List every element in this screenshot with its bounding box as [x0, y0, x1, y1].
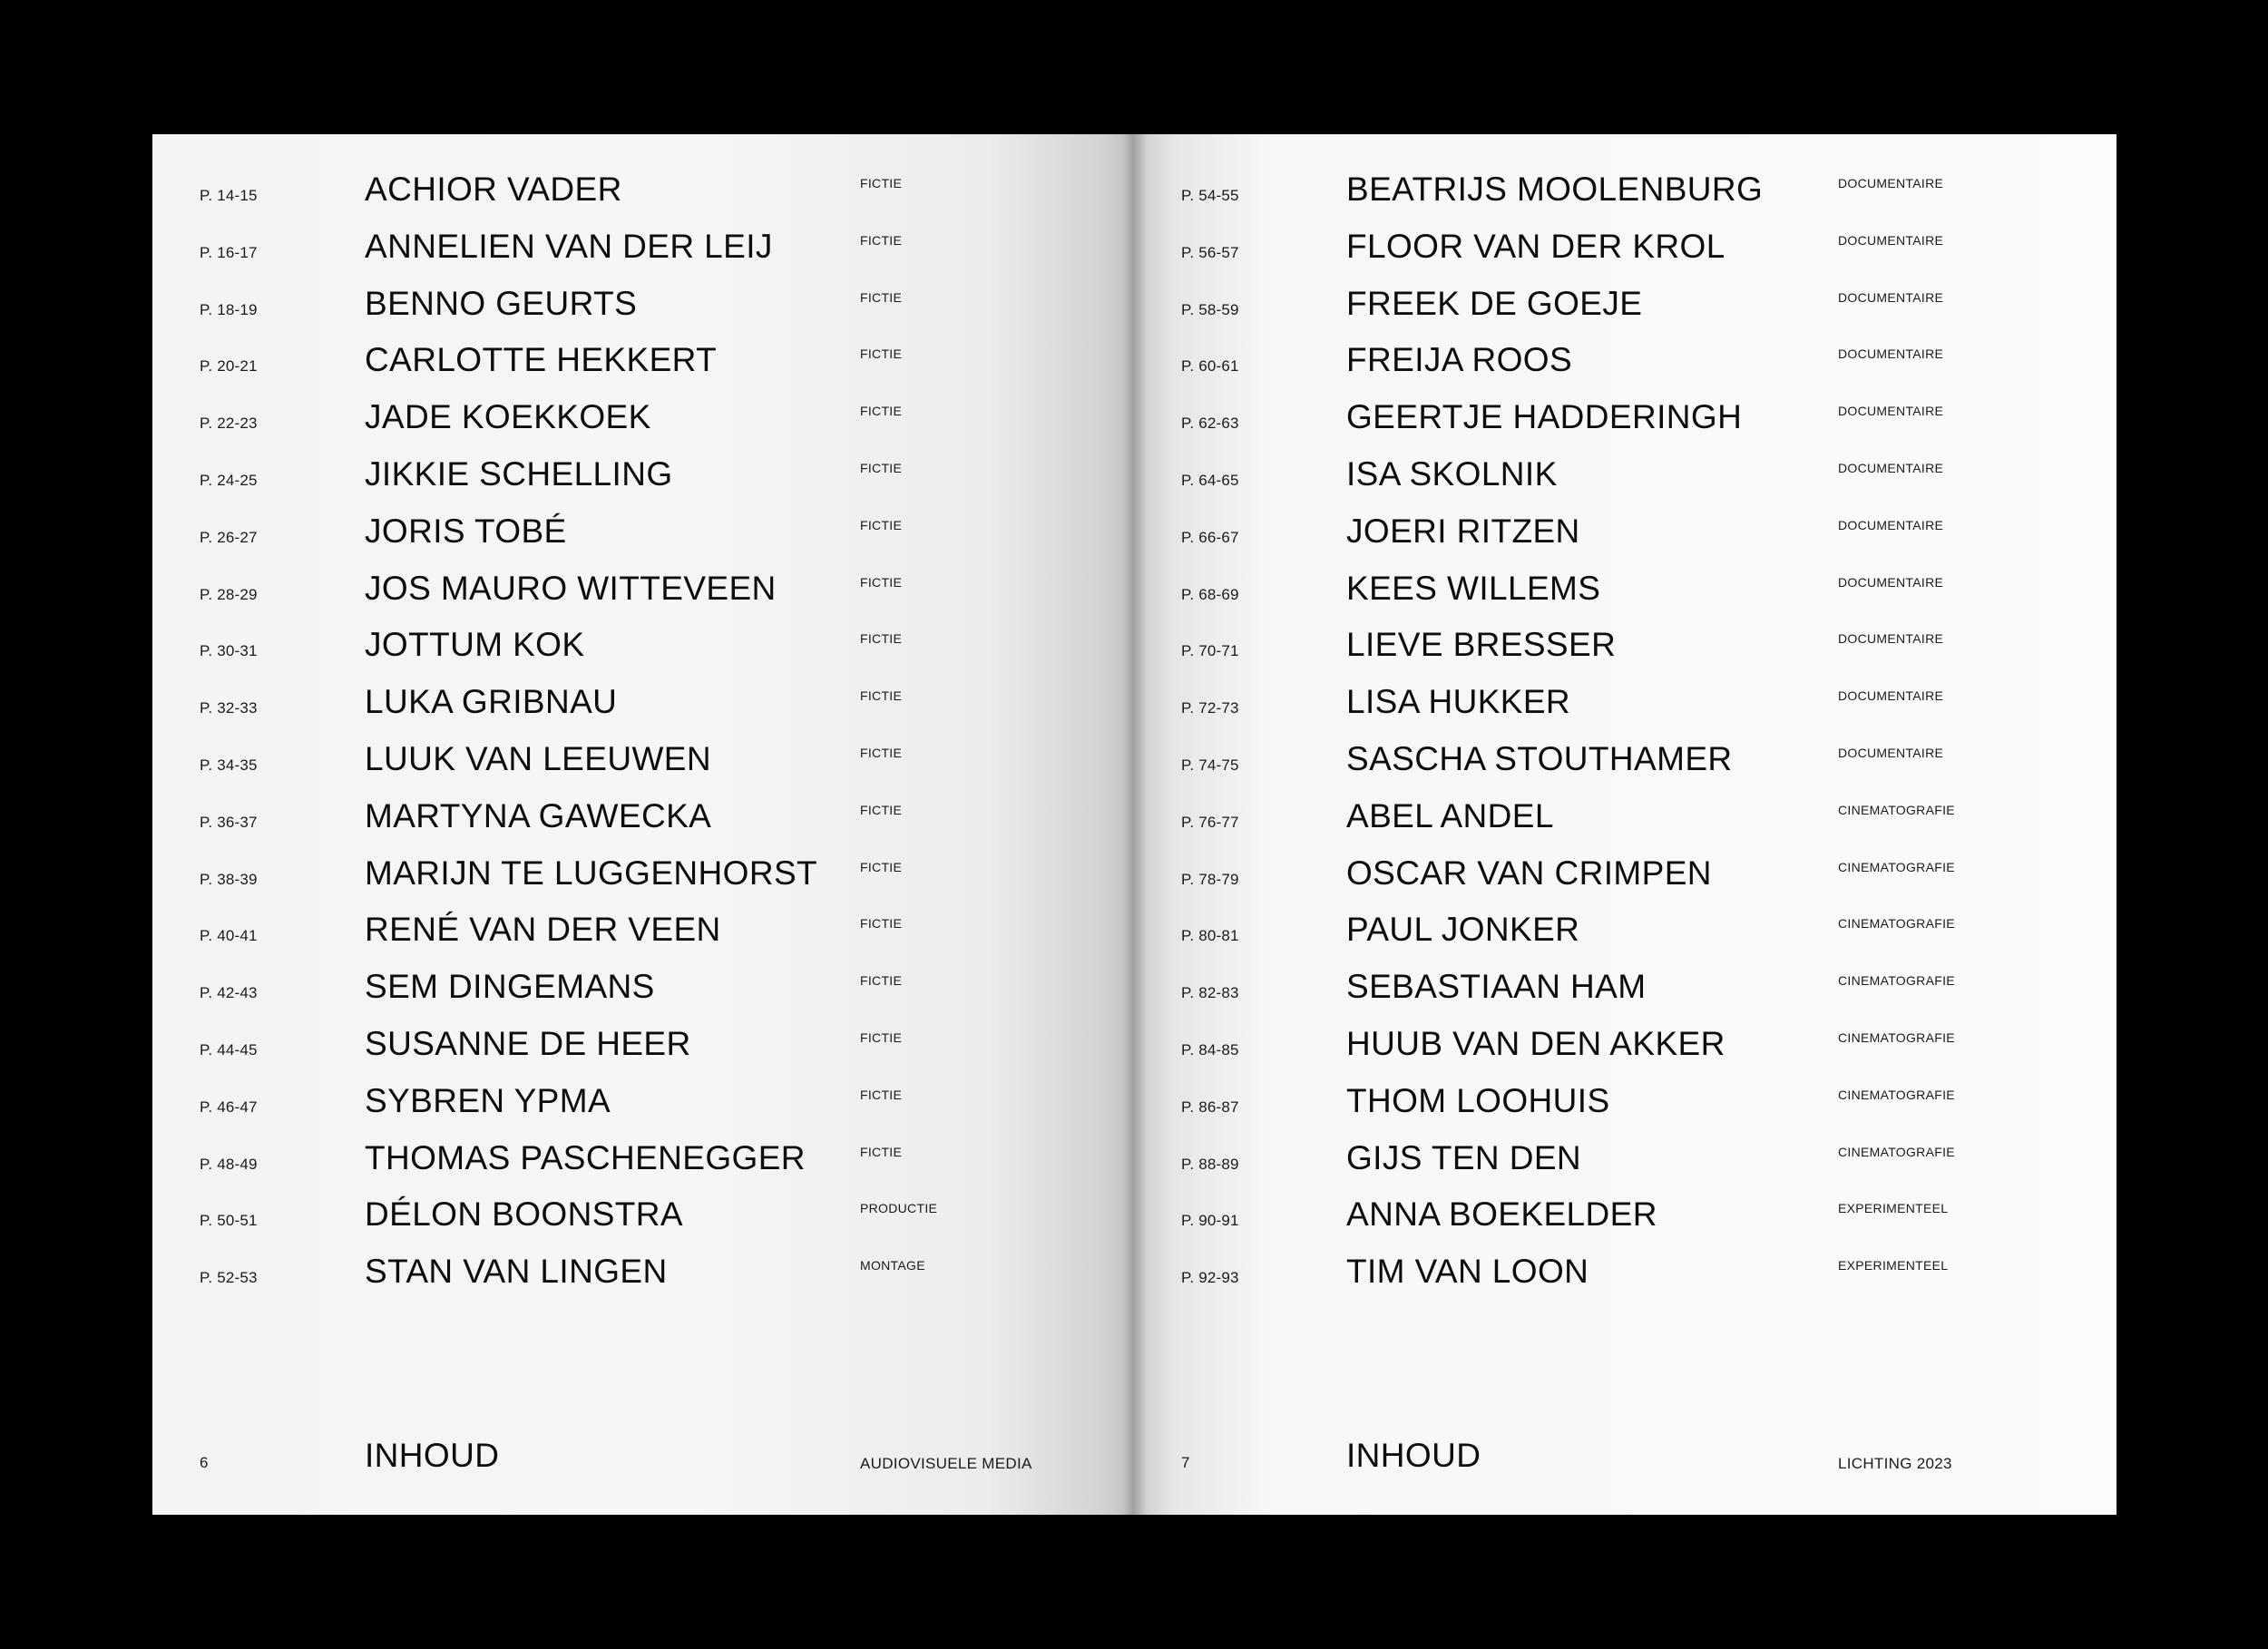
toc-page-range: P. 28-29	[200, 585, 258, 603]
toc-name: CARLOTTE HEKKERT	[365, 341, 718, 379]
toc-page-range: P. 86-87	[1181, 1098, 1239, 1116]
toc-category: FICTIE	[860, 859, 903, 874]
toc-page-range: P. 32-33	[200, 699, 258, 717]
toc-page-range: P. 58-59	[1181, 300, 1239, 318]
toc-name: FREIJA ROOS	[1346, 341, 1573, 379]
toc-entry	[152, 171, 1134, 228]
toc-entry	[1134, 1025, 2116, 1082]
footer-title: INHOUD	[1346, 1437, 1481, 1474]
toc-category: DOCUMENTAIRE	[1838, 232, 1944, 248]
toc-entry	[1134, 683, 2116, 740]
toc-entry	[1134, 1139, 2116, 1196]
toc-category: DOCUMENTAIRE	[1838, 517, 1944, 532]
toc-name: GEERTJE HADDERINGH	[1346, 398, 1743, 436]
toc-category: FICTIE	[860, 517, 903, 532]
toc-name: ANNELIEN VAN DER LEIJ	[365, 227, 773, 265]
toc-entry	[1134, 341, 2116, 398]
toc-entry	[1134, 398, 2116, 455]
toc-name: ABEL ANDEL	[1346, 796, 1554, 834]
toc-entry	[1134, 1082, 2116, 1139]
right-page	[1134, 134, 2116, 1515]
toc-page-range: P. 56-57	[1181, 243, 1239, 261]
toc-name: KEES WILLEMS	[1346, 569, 1601, 607]
page-number: 6	[200, 1454, 209, 1471]
toc-name: PAUL JONKER	[1346, 911, 1580, 949]
toc-page-range: P. 34-35	[200, 756, 258, 774]
toc-entry	[152, 626, 1134, 683]
toc-page-range: P. 78-79	[1181, 870, 1239, 888]
toc-page-range: P. 36-37	[200, 813, 258, 831]
toc-category: CINEMATOGRAFIE	[1838, 859, 1955, 874]
toc-category: CINEMATOGRAFIE	[1838, 973, 1955, 989]
toc-name: ACHIOR VADER	[365, 171, 622, 208]
toc-page-range: P. 14-15	[200, 187, 258, 204]
toc-name: RENÉ VAN DER VEEN	[365, 911, 721, 949]
toc-page-range: P. 82-83	[1181, 984, 1239, 1002]
toc-name: JOERI RITZEN	[1346, 512, 1580, 550]
toc-category: CINEMATOGRAFIE	[1838, 1029, 1955, 1045]
toc-entry	[152, 683, 1134, 740]
toc-entry	[152, 968, 1134, 1025]
toc-page-range: P. 24-25	[200, 471, 258, 489]
toc-entry	[1134, 1253, 2116, 1310]
toc-page-range: P. 52-53	[200, 1269, 258, 1287]
toc-page-range: P. 42-43	[200, 984, 258, 1002]
table-of-contents-left	[152, 171, 1134, 1310]
toc-name: SASCHA STOUTHAMER	[1346, 739, 1733, 777]
toc-category: DOCUMENTAIRE	[1838, 631, 1944, 647]
toc-entry	[152, 1082, 1134, 1139]
toc-entry	[1134, 797, 2116, 854]
toc-name: LIEVE BRESSER	[1346, 626, 1617, 664]
toc-page-range: P. 70-71	[1181, 642, 1239, 660]
toc-name: SEM DINGEMANS	[365, 968, 655, 1006]
toc-category: DOCUMENTAIRE	[1838, 745, 1944, 760]
toc-category: DOCUMENTAIRE	[1838, 346, 1944, 362]
toc-name: OSCAR VAN CRIMPEN	[1346, 854, 1712, 892]
toc-name: LUKA GRIBNAU	[365, 683, 618, 721]
toc-category: DOCUMENTAIRE	[1838, 460, 1944, 475]
toc-entry	[1134, 911, 2116, 968]
toc-category: CINEMATOGRAFIE	[1838, 916, 1955, 932]
toc-name: LISA HUKKER	[1346, 683, 1571, 721]
toc-page-range: P. 44-45	[200, 1040, 258, 1059]
toc-page-range: P. 84-85	[1181, 1040, 1239, 1059]
toc-page-range: P. 18-19	[200, 300, 258, 318]
toc-entry	[1134, 854, 2116, 912]
toc-entry	[1134, 228, 2116, 285]
toc-page-range: P. 48-49	[200, 1155, 258, 1173]
left-page	[152, 134, 1134, 1515]
toc-category: FICTIE	[860, 460, 903, 475]
toc-entry	[152, 398, 1134, 455]
toc-page-range: P. 64-65	[1181, 471, 1239, 489]
toc-page-range: P. 50-51	[200, 1212, 258, 1230]
footer-section: LICHTING 2023	[1838, 1455, 1952, 1472]
toc-name: ANNA BOEKELDER	[1346, 1195, 1657, 1234]
toc-entry	[1134, 570, 2116, 627]
toc-entry	[152, 740, 1134, 797]
toc-category: FICTIE	[860, 745, 903, 760]
toc-category: FICTIE	[860, 574, 903, 590]
footer-title: INHOUD	[365, 1437, 500, 1474]
toc-entry	[152, 797, 1134, 854]
toc-entry	[1134, 285, 2116, 342]
toc-page-range: P. 20-21	[200, 357, 258, 376]
toc-category: FICTIE	[860, 631, 903, 647]
toc-page-range: P. 66-67	[1181, 528, 1239, 546]
toc-entry	[152, 1139, 1134, 1196]
toc-page-range: P. 38-39	[200, 870, 258, 888]
toc-name: JORIS TOBÉ	[365, 512, 567, 550]
toc-category: EXPERIMENTEEL	[1838, 1201, 1949, 1216]
toc-name: HUUB VAN DEN AKKER	[1346, 1024, 1725, 1062]
toc-page-range: P. 60-61	[1181, 357, 1239, 376]
toc-name: ISA SKOLNIK	[1346, 454, 1558, 493]
toc-page-range: P. 54-55	[1181, 187, 1239, 204]
toc-entry	[1134, 968, 2116, 1025]
toc-name: SYBREN YPMA	[365, 1081, 611, 1119]
toc-page-range: P. 22-23	[200, 415, 258, 433]
page-number: 7	[1181, 1454, 1190, 1471]
toc-name: THOMAS PASCHENEGGER	[365, 1138, 806, 1176]
toc-entry	[152, 285, 1134, 342]
footer-section: AUDIOVISUELE MEDIA	[860, 1455, 1032, 1472]
toc-category: EXPERIMENTEEL	[1838, 1258, 1949, 1273]
toc-entry	[1134, 171, 2116, 228]
toc-category: CINEMATOGRAFIE	[1838, 802, 1955, 817]
toc-entry	[1134, 455, 2116, 512]
toc-category: FICTIE	[860, 973, 903, 989]
toc-category: FICTIE	[860, 176, 903, 190]
toc-name: TIM VAN LOON	[1346, 1253, 1589, 1291]
toc-name: BENNO GEURTS	[365, 284, 638, 322]
toc-entry	[152, 854, 1134, 912]
toc-name: BEATRIJS MOOLENBURG	[1346, 171, 1764, 208]
toc-category: MONTAGE	[860, 1258, 925, 1273]
toc-category: DOCUMENTAIRE	[1838, 404, 1944, 419]
toc-category: FICTIE	[860, 1144, 903, 1159]
toc-category: DOCUMENTAIRE	[1838, 688, 1944, 704]
toc-name: JOS MAURO WITTEVEEN	[365, 569, 777, 607]
toc-category: FICTIE	[860, 1087, 903, 1102]
toc-page-range: P. 80-81	[1181, 927, 1239, 945]
toc-category: CINEMATOGRAFIE	[1838, 1087, 1955, 1102]
toc-entry	[152, 455, 1134, 512]
toc-name: JIKKIE SCHELLING	[365, 454, 673, 493]
toc-entry	[152, 1025, 1134, 1082]
toc-category: FICTIE	[860, 346, 903, 362]
toc-category: FICTIE	[860, 1029, 903, 1045]
toc-category: FICTIE	[860, 404, 903, 419]
toc-category: DOCUMENTAIRE	[1838, 176, 1944, 190]
toc-page-range: P. 16-17	[200, 243, 258, 261]
toc-category: FICTIE	[860, 688, 903, 704]
toc-entry	[152, 1195, 1134, 1253]
toc-category: FICTIE	[860, 802, 903, 817]
toc-category: PRODUCTIE	[860, 1201, 938, 1216]
toc-name: FLOOR VAN DER KROL	[1346, 227, 1725, 265]
toc-entry	[152, 1253, 1134, 1310]
toc-page-range: P. 68-69	[1181, 585, 1239, 603]
toc-entry	[152, 911, 1134, 968]
toc-category: FICTIE	[860, 289, 903, 305]
toc-page-range: P. 74-75	[1181, 756, 1239, 774]
toc-name: LUUK VAN LEEUWEN	[365, 739, 711, 777]
toc-name: DÉLON BOONSTRA	[365, 1195, 683, 1234]
toc-entry	[1134, 740, 2116, 797]
toc-name: SUSANNE DE HEER	[365, 1024, 691, 1062]
toc-page-range: P. 90-91	[1181, 1212, 1239, 1230]
toc-name: JOTTUM KOK	[365, 626, 585, 664]
toc-category: CINEMATOGRAFIE	[1838, 1144, 1955, 1159]
toc-category: DOCUMENTAIRE	[1838, 574, 1944, 590]
toc-page-range: P. 88-89	[1181, 1155, 1239, 1173]
toc-page-range: P. 62-63	[1181, 415, 1239, 433]
toc-page-range: P. 72-73	[1181, 699, 1239, 717]
toc-entry	[1134, 626, 2116, 683]
toc-page-range: P. 26-27	[200, 528, 258, 546]
toc-entry	[152, 341, 1134, 398]
toc-entry	[152, 228, 1134, 285]
toc-name: SEBASTIAAN HAM	[1346, 968, 1647, 1006]
toc-name: THOM LOOHUIS	[1346, 1081, 1610, 1119]
toc-page-range: P. 92-93	[1181, 1269, 1239, 1287]
toc-entry	[1134, 512, 2116, 570]
toc-name: STAN VAN LINGEN	[365, 1253, 668, 1291]
toc-category: FICTIE	[860, 232, 903, 248]
toc-category: FICTIE	[860, 916, 903, 932]
toc-entry	[152, 512, 1134, 570]
toc-category: DOCUMENTAIRE	[1838, 289, 1944, 305]
toc-page-range: P. 76-77	[1181, 813, 1239, 831]
toc-page-range: P. 46-47	[200, 1098, 258, 1116]
toc-name: GIJS TEN DEN	[1346, 1138, 1582, 1176]
toc-name: JADE KOEKKOEK	[365, 398, 651, 436]
toc-page-range: P. 30-31	[200, 642, 258, 660]
toc-name: FREEK DE GOEJE	[1346, 284, 1643, 322]
toc-entry	[152, 570, 1134, 627]
table-of-contents-right	[1134, 171, 2116, 1310]
toc-name: MARIJN TE LUGGENHORST	[365, 854, 818, 892]
toc-page-range: P. 40-41	[200, 927, 258, 945]
toc-entry	[1134, 1195, 2116, 1253]
toc-name: MARTYNA GAWECKA	[365, 796, 712, 834]
